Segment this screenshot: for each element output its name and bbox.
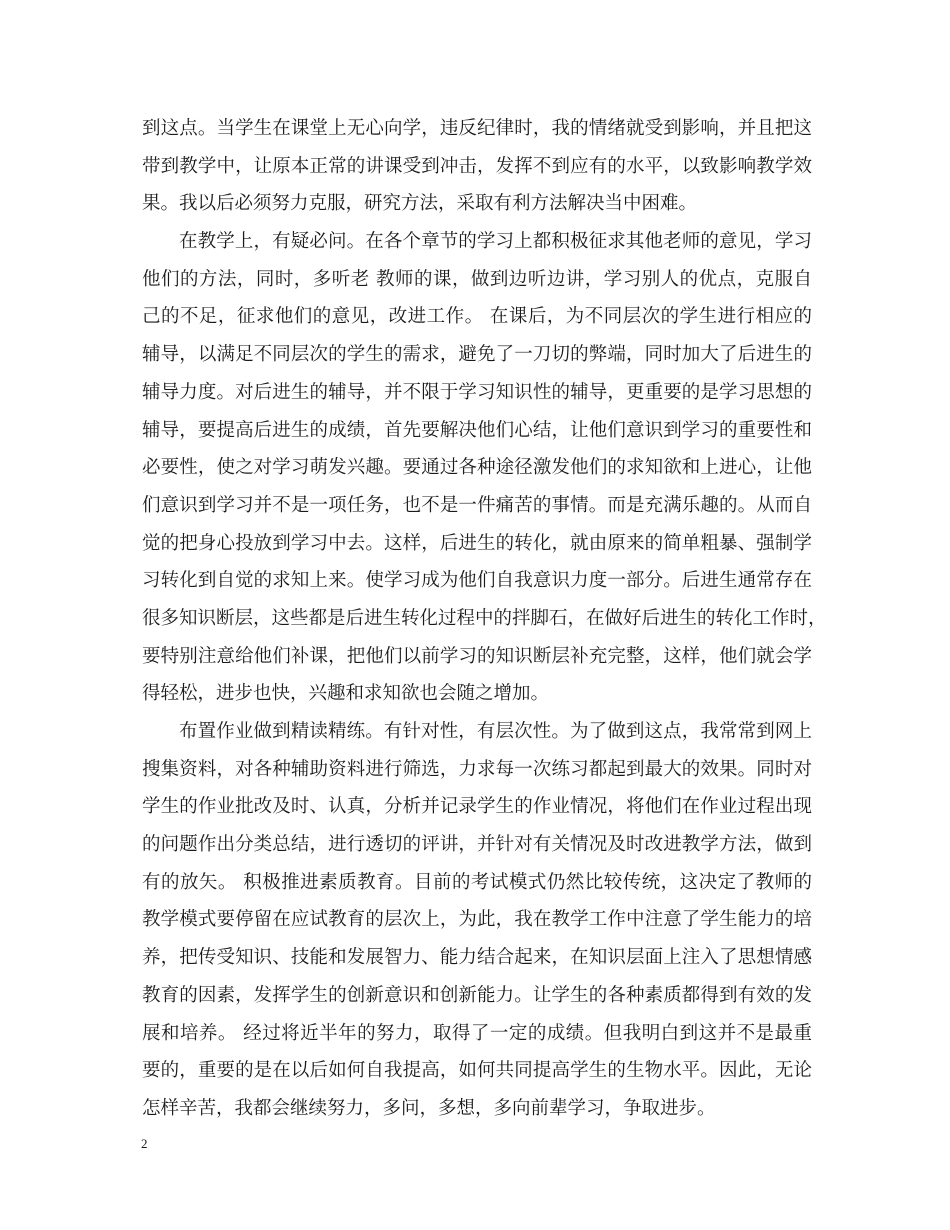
paragraph-line: 搜集资料，对各种辅助资料进行筛选，力求每一次练习都起到最大的效果。同时对 bbox=[142, 758, 812, 780]
paragraph-line: 教学模式要停留在应试教育的层次上，为此，我在教学工作中注意了学生能力的培 bbox=[142, 909, 812, 931]
paragraph-line: 的问题作出分类总结，进行透切的评讲，并针对有关情况及时改进教学方法，做到 bbox=[142, 834, 812, 856]
paragraph-line: 们意识到学习并不是一项任务，也不是一件痛苦的事情。而是充满乐趣的。从而自 bbox=[142, 494, 812, 516]
paragraph-line: 布置作业做到精读精练。有针对性，有层次性。为了做到这点，我常常到网上 bbox=[179, 721, 812, 742]
paragraph-line: 辅导，以满足不同层次的学生的需求，避免了一刀切的弊端，同时加大了后进生的 bbox=[142, 344, 812, 366]
paragraph-line: 很多知识断层，这些都是后进生转化过程中的拌脚石，在做好后进生的转化工作时， bbox=[142, 607, 827, 629]
paragraph-line: 果。我以后必须努力克服，研究方法，采取有利方法解决当中困难。 bbox=[142, 193, 698, 215]
paragraph-line: 得轻松，进步也快，兴趣和求知欲也会随之增加。 bbox=[142, 683, 550, 705]
paragraph-line: 辅导，要提高后进生的成绩，首先要解决他们心结，让他们意识到学习的重要性和 bbox=[142, 419, 812, 441]
paragraph-line: 展和培养。 经过将近半年的努力，取得了一定的成绩。但我明白到这并不是最重 bbox=[142, 1022, 812, 1044]
paragraph-line: 教育的因素，发挥学生的创新意识和创新能力。让学生的各种素质都得到有效的发 bbox=[142, 984, 812, 1006]
paragraph-line: 必要性，使之对学习萌发兴趣。要通过各种途径激发他们的求知欲和上进心，让他 bbox=[142, 457, 812, 479]
paragraph-line: 有的放矢。 积极推进素质教育。目前的考试模式仍然比较传统，这决定了教师的 bbox=[142, 871, 812, 893]
paragraph-line: 带到教学中，让原本正常的讲课受到冲击，发挥不到应有的水平，以致影响教学效 bbox=[142, 155, 812, 177]
paragraph-line: 学生的作业批改及时、认真，分析并记录学生的作业情况，将他们在作业过程出现 bbox=[142, 796, 812, 818]
paragraph-line: 到这点。当学生在课堂上无心向学，违反纪律时，我的情绪就受到影响，并且把这 bbox=[142, 118, 812, 139]
paragraph-line: 辅导力度。对后进生的辅导，并不限于学习知识性的辅导，更重要的是学习思想的 bbox=[142, 381, 812, 403]
paragraph-line: 要的，重要的是在以后如何自我提高，如何共同提高学生的生物水平。因此，无论 bbox=[142, 1060, 812, 1082]
paragraph-line: 习转化到自觉的求知上来。使学习成为他们自我意识力度一部分。后进生通常存在 bbox=[142, 570, 812, 592]
paragraph-line: 在教学上，有疑必问。在各个章节的学习上都积极征求其他老师的意见，学习 bbox=[179, 231, 812, 253]
page-number: 2 bbox=[141, 1136, 148, 1151]
paragraph-line: 怎样辛苦，我都会继续努力，多问，多想，多向前辈学习，争取进步。 bbox=[142, 1097, 716, 1119]
paragraph-line: 养，把传受知识、技能和发展智力、能力结合起来，在知识层面上注入了思想情感 bbox=[142, 947, 812, 969]
document-body bbox=[142, 110, 827, 1128]
paragraph-line: 己的不足，征求他们的意见，改进工作。 在课后，为不同层次的学生进行相应的 bbox=[142, 306, 812, 328]
paragraph-line: 觉的把身心投放到学习中去。这样，后进生的转化，就由原来的简单粗暴、强制学 bbox=[142, 532, 812, 554]
paragraph-line: 他们的方法，同时，多听老 教师的课，做到边听边讲，学习别人的优点，克服自 bbox=[142, 268, 812, 290]
paragraph-line: 要特别注意给他们补课，把他们以前学习的知识断层补充完整，这样，他们就会学 bbox=[142, 645, 812, 667]
